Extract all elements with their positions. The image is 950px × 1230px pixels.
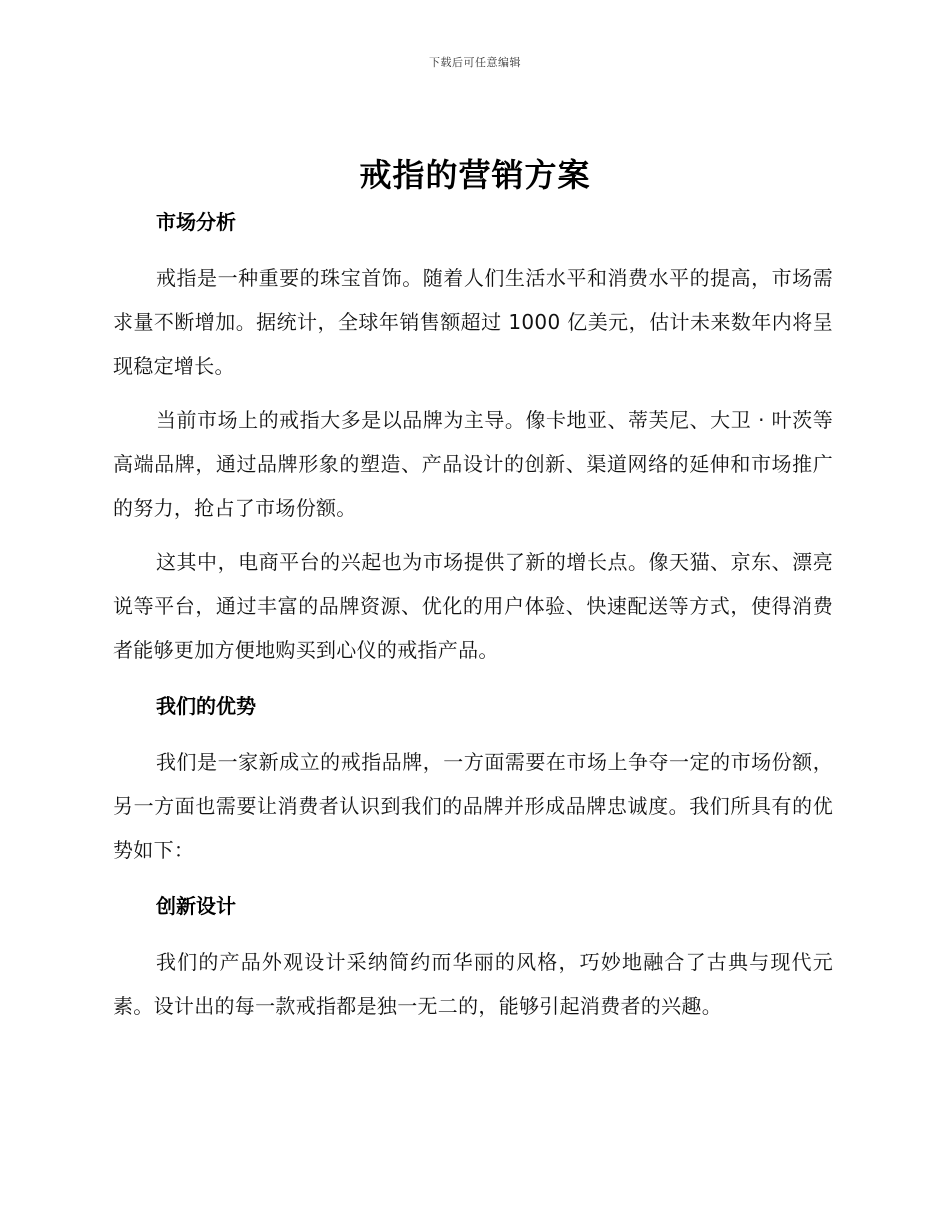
- paragraph-innovative-design: 我们的产品外观设计采纳简约而华丽的风格，巧妙地融合了古典与现代元素。设计出的每一款戒指都是独一无二的，能够引起消费者的兴趣。: [113, 950, 833, 1018]
- document-title: 戒指的营销方案: [359, 156, 591, 194]
- paragraph-advantages-intro: 我们是一家新成立的戒指品牌，一方面需要在市场上争夺一定的市场份额，另一方面也需要让消费者认识到我们的品牌并形成品牌忠诚度。我们所具有的优势如下：: [113, 750, 833, 862]
- section-heading-innovative-design: 创新设计: [156, 894, 236, 918]
- paragraph-brand-landscape: 当前市场上的戒指大多是以品牌为主导。像卡地亚、蒂芙尼、大卫 · 叶茨等高端品牌，通过品牌形象的塑造、产品设计的创新、渠道网络的延伸和市场推广的努力，抢占了市场份额。: [113, 408, 833, 520]
- paragraph-ecommerce: 这其中，电商平台的兴起也为市场提供了新的增长点。像天猫、京东、漂亮说等平台，通过丰富的品牌资源、优化的用户体验、快速配送等方式，使得消费者能够更加方便地购买到心仪的戒指产品。: [113, 550, 833, 662]
- header-note: 下载后可任意编辑: [429, 56, 521, 69]
- paragraph-market-demand: 戒指是一种重要的珠宝首饰。随着人们生活水平和消费水平的提高，市场需求量不断增加。据统计，全球年销售额超过 1000 亿美元，估计未来数年内将呈现稳定增长。: [113, 266, 833, 378]
- section-heading-our-advantages: 我们的优势: [156, 694, 256, 718]
- document-body: [113, 202, 833, 1028]
- section-heading-market-analysis: 市场分析: [156, 210, 236, 234]
